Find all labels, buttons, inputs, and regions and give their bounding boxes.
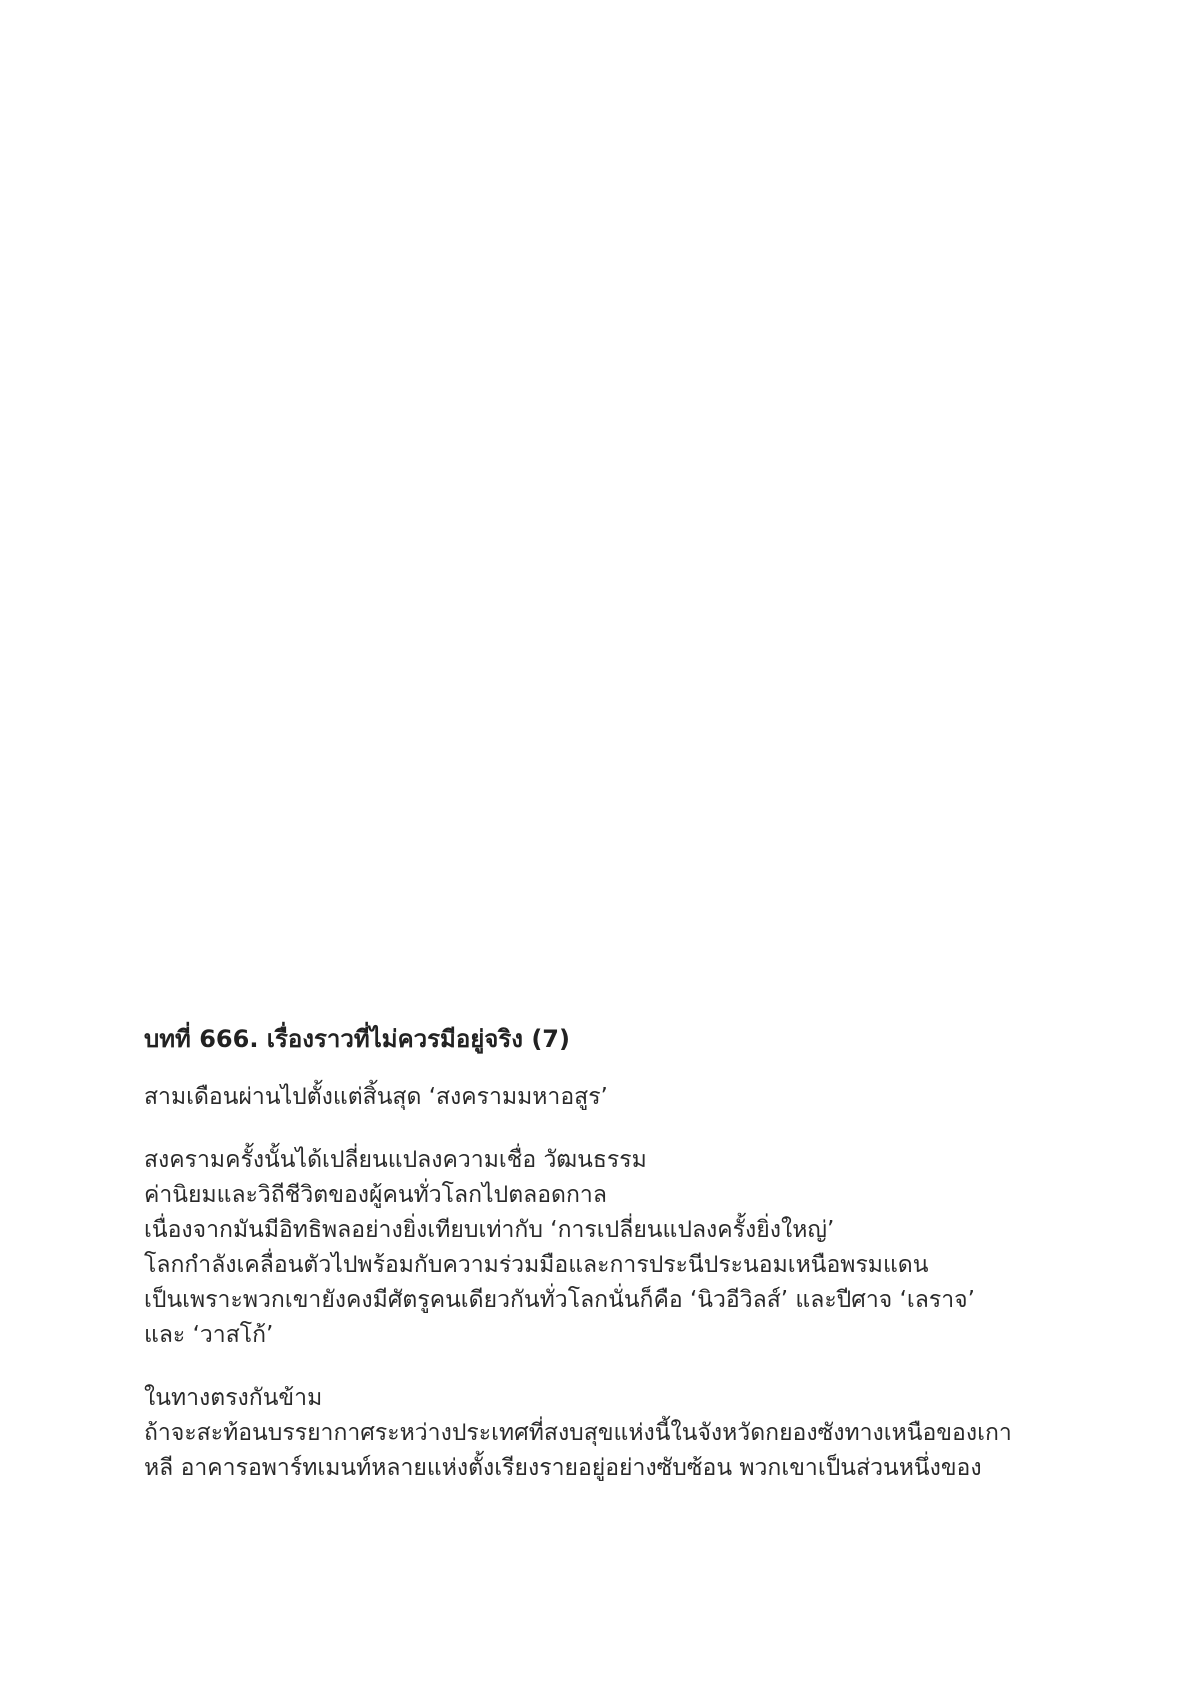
text-line: ถ้าจะสะท้อนบรรยากาศระหว่างประเทศที่สงบสุขแห่งนี้ในจังหวัดกยองซังทางเหนือของเกา [144,1420,1012,1446]
chapter-content [144,1022,1064,1486]
text-line: ค่านิยมและวิถีชีวิตของผู้คนทั่วโลกไปตลอดกาล [144,1182,607,1208]
chapter-title: บทที่ 666. เรื่องราวที่ไม่ควรมีอยู่จริง (7) [144,1025,570,1053]
paragraph-war-aftermath [144,1143,1064,1353]
text-line: ในทางตรงกันข้าม [144,1385,323,1411]
text-line: สงครามครั้งนั้นได้เปลี่ยนแปลงความเชื่อ วัฒนธรรม [144,1147,647,1173]
text-line: สามเดือนผ่านไปตั้งแต่สิ้นสุด ‘สงครามมหาอสูร’ [144,1084,608,1110]
text-line: โลกกำลังเคลื่อนตัวไปพร้อมกับความร่วมมือและการประนีประนอมเหนือพรมแดน [144,1252,929,1278]
paragraph-contrast [144,1381,1064,1486]
text-line: เนื่องจากมันมีอิทธิพลอย่างยิ่งเทียบเท่ากับ ‘การเปลี่ยนแปลงครั้งยิ่งใหญ่’ [144,1217,835,1243]
text-line: หลี อาคารอพาร์ทเมนท์หลายแห่งตั้งเรียงรายอยู่อย่างซับซ้อน พวกเขาเป็นส่วนหนึ่งของ [144,1455,982,1481]
paragraph-intro [144,1080,1064,1115]
text-line: และ ‘วาสโก้’ [144,1322,274,1348]
text-line: เป็นเพราะพวกเขายังคงมีศัตรูคนเดียวกันทั่วโลกนั่นก็คือ ‘นิวอีวิลส์’ และปีศาจ ‘เลราจ’ [144,1287,975,1313]
